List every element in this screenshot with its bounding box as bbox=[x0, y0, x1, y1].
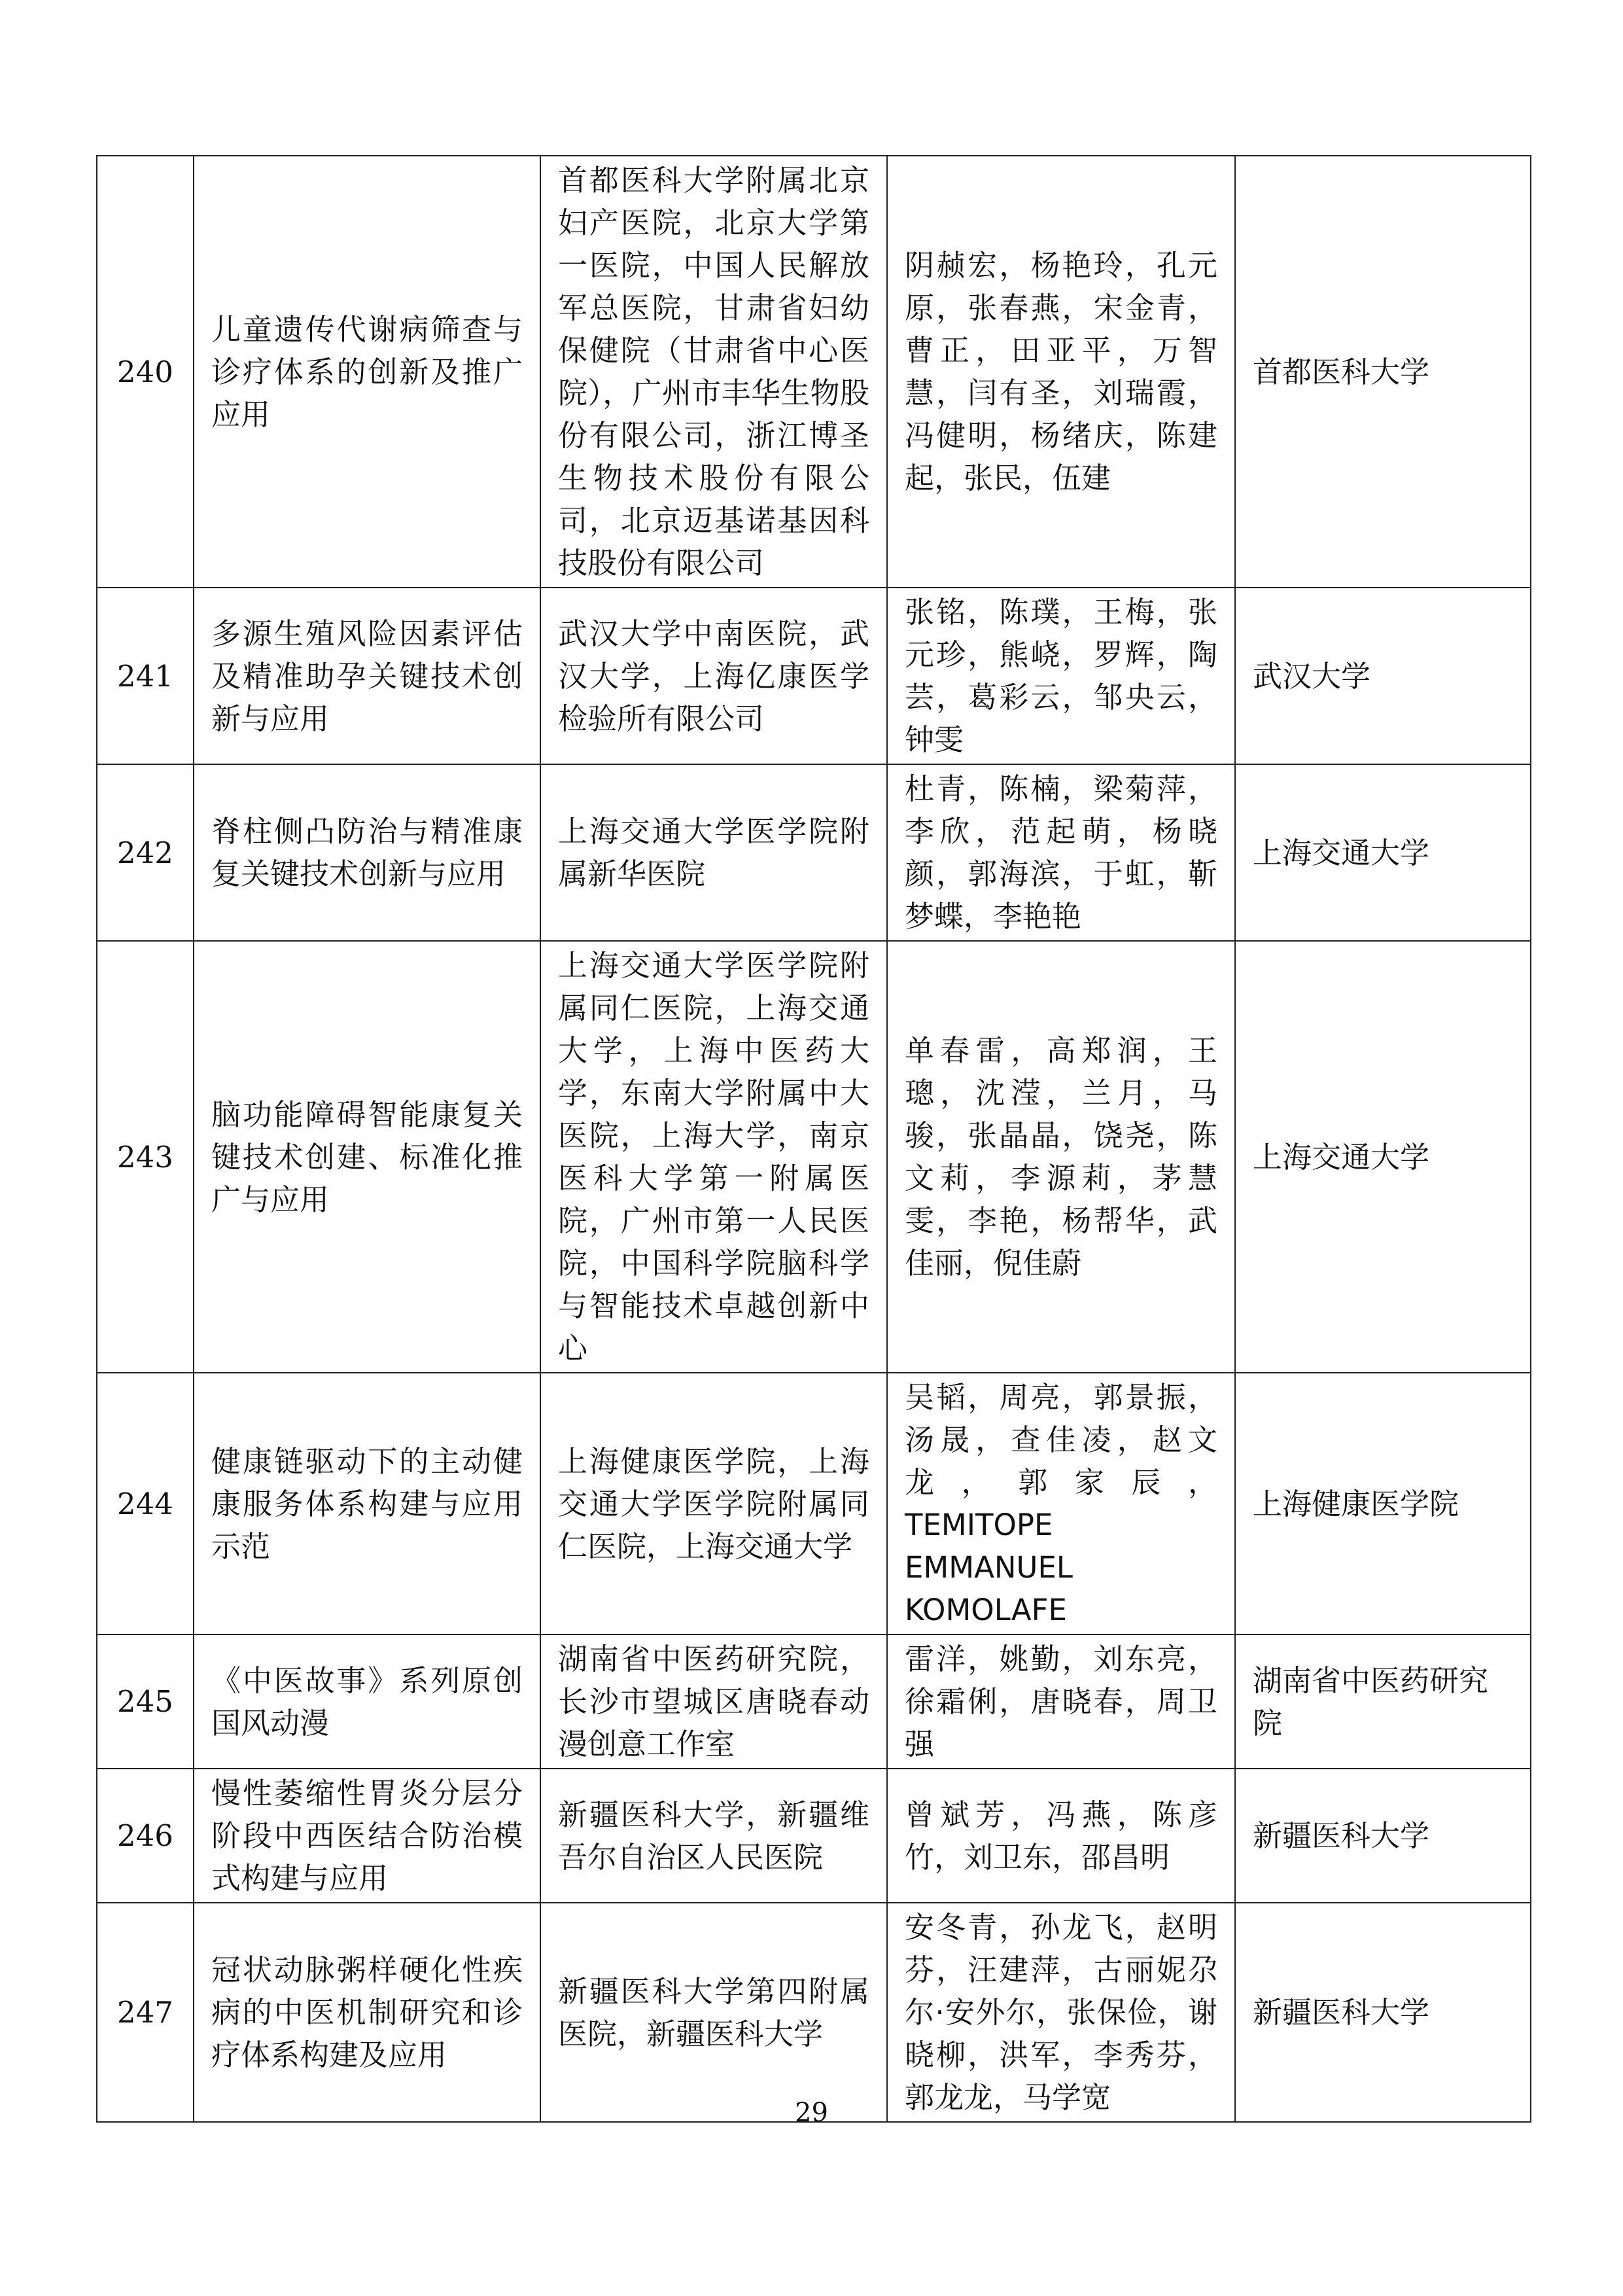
project-name: 慢性萎缩性胃炎分层分阶段中西医结合防治模式构建与应用 bbox=[194, 1769, 540, 1903]
row-number: 247 bbox=[97, 1903, 194, 2122]
nominating-unit: 新疆医科大学 bbox=[1235, 1903, 1531, 2122]
row-number: 246 bbox=[97, 1769, 194, 1903]
project-name: 《中医故事》系列原创国风动漫 bbox=[194, 1634, 540, 1769]
award-table bbox=[96, 155, 1531, 2123]
table-row bbox=[97, 1634, 1531, 1769]
row-number: 243 bbox=[97, 941, 194, 1373]
project-name: 多源生殖风险因素评估及精准助孕关键技术创新与应用 bbox=[194, 588, 540, 764]
completing-units: 上海交通大学医学院附属同仁医院，上海交通大学，上海中医药大学，东南大学附属中大医院，上海大学，南京医科大学第一附属医院，广州市第一人民医院，中国科学院脑科学与智能技术卓越创新中心 bbox=[540, 941, 887, 1373]
table-row bbox=[97, 156, 1531, 588]
nominating-unit: 上海交通大学 bbox=[1235, 941, 1531, 1373]
page-number: 29 bbox=[795, 2098, 828, 2128]
completing-persons: 阴赪宏，杨艳玲，孔元原，张春燕，宋金青，曹正，田亚平，万智慧，闫有圣，刘瑞霞，冯健明，杨绪庆，陈建起，张民，伍建 bbox=[887, 156, 1235, 588]
nominating-unit: 上海健康医学院 bbox=[1235, 1373, 1531, 1634]
project-name: 健康链驱动下的主动健康服务体系构建与应用示范 bbox=[194, 1373, 540, 1634]
nominating-unit: 湖南省中医药研究院 bbox=[1235, 1634, 1531, 1769]
completing-units: 武汉大学中南医院，武汉大学，上海亿康医学检验所有限公司 bbox=[540, 588, 887, 764]
nominating-unit: 上海交通大学 bbox=[1235, 764, 1531, 941]
project-name: 脊柱侧凸防治与精准康复关键技术创新与应用 bbox=[194, 764, 540, 941]
nominating-unit: 新疆医科大学 bbox=[1235, 1769, 1531, 1903]
completing-persons: 杜青，陈楠，梁菊萍，李欣，范起萌，杨晓颜，郭海滨，于虹，靳梦蝶，李艳艳 bbox=[887, 764, 1235, 941]
completing-units: 上海交通大学医学院附属新华医院 bbox=[540, 764, 887, 941]
table-row bbox=[97, 941, 1531, 1373]
row-number: 245 bbox=[97, 1634, 194, 1769]
completing-units: 湖南省中医药研究院，长沙市望城区唐晓春动漫创意工作室 bbox=[540, 1634, 887, 1769]
completing-persons: 吴韬，周亮，郭景振，汤晟，查佳凌，赵文龙，郭家辰，TEMITOPE EMMANUEL KOMOLAFE bbox=[887, 1373, 1235, 1634]
completing-persons: 安冬青，孙龙飞，赵明芬，汪建萍，古丽妮尕尔·安外尔，张保俭，谢晓柳，洪军，李秀芬，郭龙龙，马学宽 bbox=[887, 1903, 1235, 2122]
completing-units: 新疆医科大学，新疆维吾尔自治区人民医院 bbox=[540, 1769, 887, 1903]
table-row bbox=[97, 588, 1531, 764]
nominating-unit: 首都医科大学 bbox=[1235, 156, 1531, 588]
completing-units: 上海健康医学院，上海交通大学医学院附属同仁医院，上海交通大学 bbox=[540, 1373, 887, 1634]
table-row bbox=[97, 1903, 1531, 2122]
row-number: 240 bbox=[97, 156, 194, 588]
completing-persons: 曾斌芳，冯燕，陈彦竹，刘卫东，邵昌明 bbox=[887, 1769, 1235, 1903]
row-number: 241 bbox=[97, 588, 194, 764]
project-name: 脑功能障碍智能康复关键技术创建、标准化推广与应用 bbox=[194, 941, 540, 1373]
row-number: 242 bbox=[97, 764, 194, 941]
nominating-unit: 武汉大学 bbox=[1235, 588, 1531, 764]
project-name: 儿童遗传代谢病筛查与诊疗体系的创新及推广应用 bbox=[194, 156, 540, 588]
completing-persons: 张铭，陈璞，王梅，张元珍，熊峣，罗辉，陶芸，葛彩云，邹央云，钟雯 bbox=[887, 588, 1235, 764]
completing-persons: 雷洋，姚勤，刘东亮，徐霜俐，唐晓春，周卫强 bbox=[887, 1634, 1235, 1769]
table-row bbox=[97, 1373, 1531, 1634]
completing-persons: 单春雷，高郑润，王璁，沈滢，兰月，马骏，张晶晶，饶尧，陈文莉，李源莉，茅慧雯，李艳，杨帮华，武佳丽，倪佳蔚 bbox=[887, 941, 1235, 1373]
table-row bbox=[97, 764, 1531, 941]
completing-units: 新疆医科大学第四附属医院，新疆医科大学 bbox=[540, 1903, 887, 2122]
completing-units: 首都医科大学附属北京妇产医院，北京大学第一医院，中国人民解放军总医院，甘肃省妇幼保健院（甘肃省中心医院），广州市丰华生物股份有限公司，浙江博圣生物技术股份有限公司，北京迈基诺基因科技股份有限公司 bbox=[540, 156, 887, 588]
project-name: 冠状动脉粥样硬化性疾病的中医机制研究和诊疗体系构建及应用 bbox=[194, 1903, 540, 2122]
table-row bbox=[97, 1769, 1531, 1903]
row-number: 244 bbox=[97, 1373, 194, 1634]
